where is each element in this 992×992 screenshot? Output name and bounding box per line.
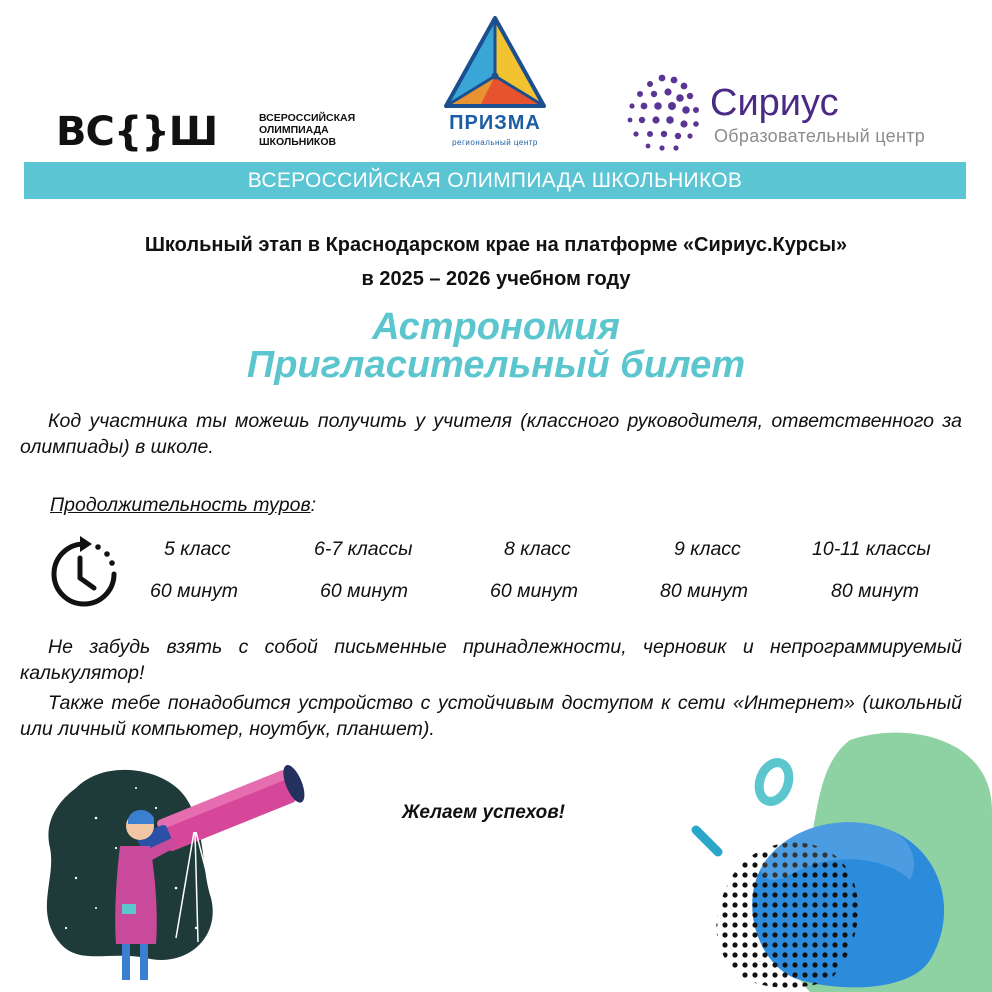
sirius-logo bbox=[624, 70, 964, 160]
duration-value: 60 минут bbox=[150, 580, 239, 602]
code-paragraph bbox=[20, 408, 962, 460]
duration-label-colon: : bbox=[310, 494, 317, 516]
grade-label: 5 класс bbox=[164, 538, 231, 560]
prizma-subtitle: региональный центр bbox=[452, 138, 538, 147]
subject-name: Астрономия bbox=[372, 306, 620, 348]
wish-text: Желаем успехов! bbox=[402, 802, 566, 823]
prizma-logo bbox=[440, 14, 550, 154]
vsosh-text-line: ШКОЛЬНИКОВ bbox=[259, 136, 337, 148]
grade-label: 9 класс bbox=[674, 538, 741, 560]
prizma-triangle-icon bbox=[440, 14, 550, 114]
grade-label: 6-7 классы bbox=[314, 538, 413, 560]
ticket-title: Пригласительный билет bbox=[246, 344, 746, 386]
vsosh-mark: ВС{}Ш bbox=[56, 109, 218, 155]
vsosh-logo bbox=[56, 108, 376, 158]
vsosh-text-line: ОЛИМПИАДА bbox=[259, 124, 329, 136]
sirius-subtitle: Образовательный центр bbox=[714, 126, 926, 146]
clock-icon bbox=[46, 536, 122, 612]
bring-text: Не забудь взять с собой письменные принадлежности, черновик и непрограммируемый калькулятор! bbox=[20, 636, 962, 684]
duration-value: 60 минут bbox=[490, 580, 579, 602]
grade-label: 8 класс bbox=[504, 538, 571, 560]
headline-line: Школьный этап в Краснодарском крае на платформе «Сириус.Курсы» bbox=[144, 234, 848, 256]
abstract-blobs-illustration bbox=[690, 730, 992, 992]
device-text: Также тебе понадобится устройство с устойчивым доступом к сети «Интернет» (школьный или личный компьютер, ноутбук, планшет). bbox=[20, 692, 962, 740]
headline bbox=[20, 228, 972, 296]
prizma-title: ПРИЗМА bbox=[449, 112, 541, 134]
astronomer-illustration bbox=[36, 728, 316, 992]
code-text: Код участника ты можешь получить у учителя (классного руководителя, ответственного за олимпиады) в школе. bbox=[20, 410, 962, 458]
duration-value: 60 минут bbox=[320, 580, 409, 602]
headline-line: в 2025 – 2026 учебном году bbox=[361, 268, 631, 290]
sirius-name: Сириус bbox=[710, 82, 839, 124]
olympiad-banner: ВСЕРОССИЙСКАЯ ОЛИМПИАДА ШКОЛЬНИКОВ bbox=[24, 162, 966, 199]
vsosh-text bbox=[259, 112, 355, 148]
bring-paragraph bbox=[20, 634, 962, 686]
grade-label: 10-11 классы bbox=[812, 538, 931, 560]
vsosh-text-line: ВСЕРОССИЙСКАЯ bbox=[259, 112, 356, 124]
sirius-dots-icon bbox=[624, 70, 708, 160]
subject-title bbox=[0, 308, 992, 384]
duration-value: 80 минут bbox=[831, 580, 920, 602]
duration-label bbox=[50, 494, 316, 517]
duration-value: 80 минут bbox=[660, 580, 749, 602]
duration-label-text: Продолжительность туров bbox=[50, 494, 311, 516]
